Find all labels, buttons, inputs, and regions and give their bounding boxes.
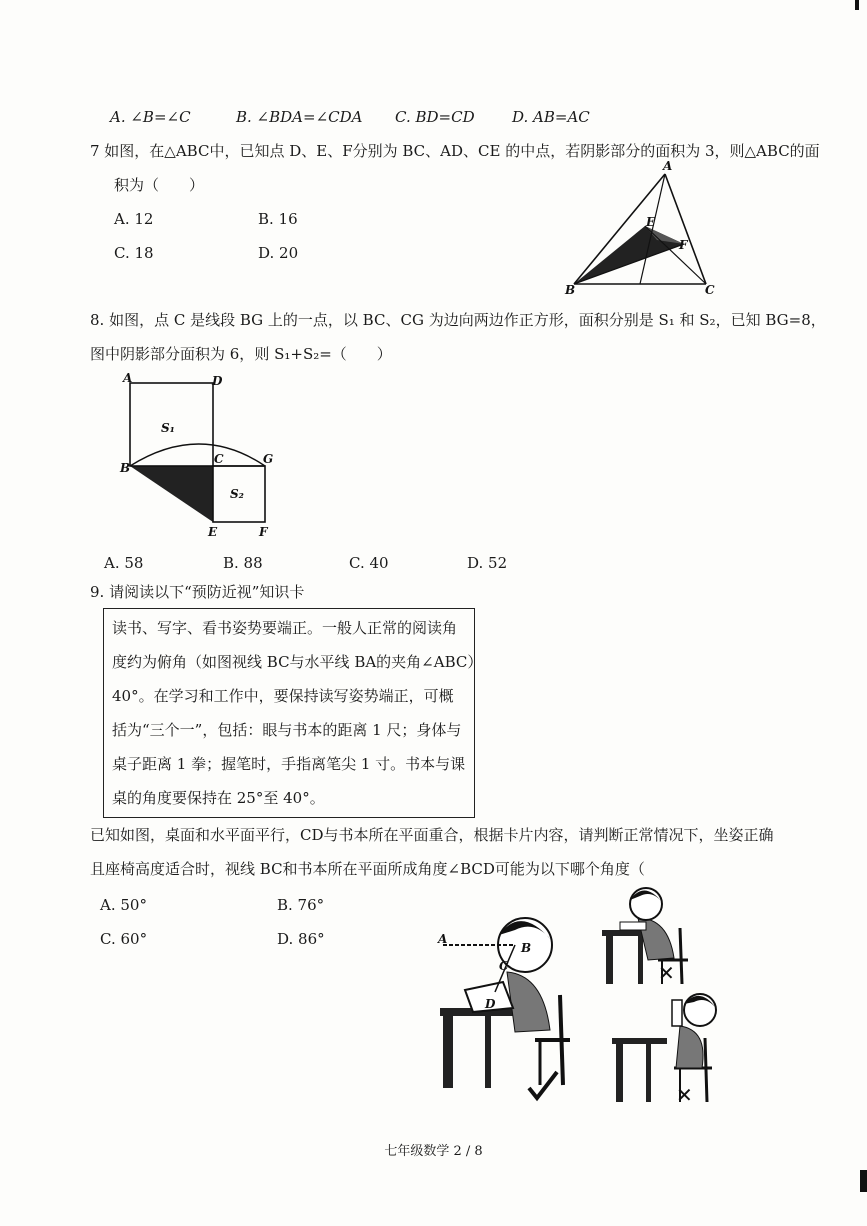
card-line-4: 括为“三个一”，包括：眼与书本的距离 1 尺；身体与 (112, 721, 462, 739)
q8-label-g: G (263, 452, 274, 466)
q8-option-c: C. 40 (349, 554, 389, 572)
q9-intro: 9. 请阅读以下“预防近视”知识卡 (90, 583, 305, 601)
q9-label-a: A (438, 932, 448, 946)
card-line-2: 度约为俯角（如图视线 BC与水平线 BA的夹角∠ABC） (112, 653, 483, 671)
q7-triangle-figure (560, 160, 730, 300)
q7-shaded-region (574, 226, 684, 284)
q9-option-d: D. 86° (277, 930, 325, 948)
q7-stem-line1: 7 如图，在△ABC中，已知点 D、E、F分别为 BC、AD、CE 的中点，若阴影部分的面积为 3，则△ABC的面 (90, 142, 820, 160)
card-line-6: 桌的角度要保持在 25°至 40°。 (112, 789, 325, 807)
q8-label-d: D (212, 374, 223, 388)
q6-option-a: A. ∠B=∠C (110, 108, 191, 126)
q7-label-a: A (663, 159, 673, 173)
scan-mark-bottom-right (860, 1170, 867, 1192)
q8-label-a: A (123, 371, 133, 385)
q7-option-d: D. 20 (258, 244, 299, 262)
card-line-3: 40°。在学习和工作中，要保持读写姿势端正，可概 (112, 687, 454, 705)
q8-label-s2: S₂ (230, 487, 244, 501)
q8-option-a: A. 58 (104, 554, 144, 572)
q7-option-c: C. 18 (114, 244, 154, 262)
card-line-1: 读书、写字、看书姿势要端正。一般人正常的阅读角 (112, 619, 458, 637)
q8-stem-line2: 图中阴影部分面积为 6，则 S₁+S₂=（ ） (90, 345, 392, 363)
q7-label-b: B (565, 283, 576, 297)
q6-option-c: C. BD=CD (395, 108, 475, 126)
q8-squares-figure (115, 370, 285, 540)
q7-label-e: E (646, 215, 656, 229)
q9-option-c: C. 60° (100, 930, 148, 948)
q8-label-e: E (208, 525, 218, 539)
q6-option-d: D. AB=AC (512, 108, 590, 126)
q9-stem-line2: 且座椅高度适合时，视线 BC和书本所在平面所成角度∠BCD可能为以下哪个角度（ (90, 860, 645, 878)
q9-label-d: D (485, 997, 496, 1011)
incorrect-posture-illustration-1 (600, 880, 700, 990)
q8-option-b: B. 88 (223, 554, 263, 572)
q8-label-f: F (259, 525, 268, 539)
incorrect-posture-illustration-2 (610, 990, 720, 1110)
page-footer: 七年级数学 2 / 8 (384, 1144, 483, 1159)
x-mark-icon: ✕ (658, 961, 675, 985)
q8-label-b: B (120, 461, 131, 475)
correct-posture-illustration (435, 900, 605, 1105)
q9-stem-line1: 已知如图，桌面和水平面平行，CD与书本所在平面重合，根据卡片内容，请判断正常情况下，坐姿正确 (90, 826, 774, 844)
q7-option-b: B. 16 (258, 210, 298, 228)
card-line-5: 桌子距离 1 拳；握笔时，手指离笔尖 1 寸。书本与课 (112, 755, 466, 773)
q6-option-b: B. ∠BDA=∠CDA (236, 108, 363, 126)
q8-shaded-region (130, 466, 213, 522)
q8-label-s1: S₁ (161, 421, 175, 435)
q8-label-c: C (214, 452, 224, 466)
x-mark-icon: ✕ (676, 1083, 693, 1107)
q9-label-c: C (499, 959, 509, 973)
q9-option-a: A. 50° (100, 896, 147, 914)
q7-option-a: A. 12 (114, 210, 154, 228)
knowledge-card (103, 608, 483, 818)
q8-option-d: D. 52 (467, 554, 508, 572)
q7-label-c: C (705, 283, 715, 297)
q9-option-b: B. 76° (277, 896, 325, 914)
q8-stem-line1: 8. 如图，点 C 是线段 BG 上的一点，以 BC、CG 为边向两边作正方形，面积分别是 S₁ 和 S₂，已知 BG=8， (90, 311, 826, 329)
scan-mark-top-right (855, 0, 859, 10)
q7-label-f: F (679, 238, 688, 252)
q7-stem-line2: 积为（ ） (114, 176, 205, 194)
check-mark-icon (529, 1072, 557, 1098)
q9-label-b: B (521, 941, 532, 955)
